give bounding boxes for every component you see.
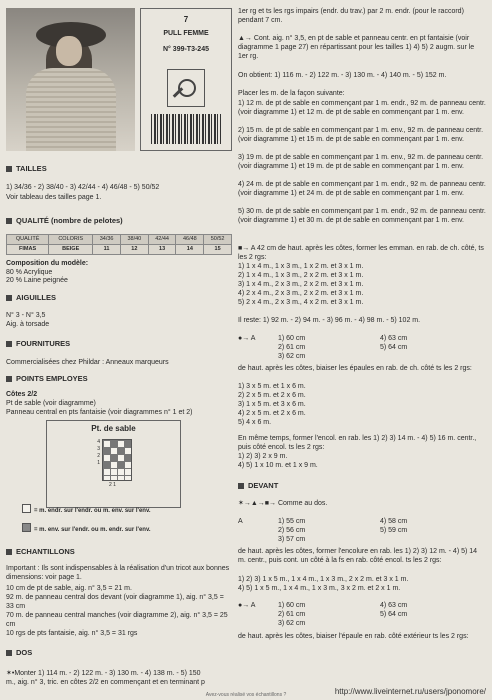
instruction-line: 5) 2 x 4 m., 2 x 3 m., 4 x 2 m. et 3 x 1 m. — [238, 299, 364, 306]
footer-text: Avez-vous réalisé vos échantillons ? — [205, 692, 287, 698]
watermark: http://www.liveinternet.ru/users/jponomore/ — [334, 687, 486, 696]
empty-square-icon — [22, 504, 31, 513]
measurement-block: A 1) 55 cm 2) 56 cm 3) 57 cm 4) 58 cm 5) 59 cm — [238, 518, 408, 543]
supplies-text: Commercialisées chez Phildar : Anneaux marqueurs — [6, 359, 169, 366]
legend-item: = m. endr. sur l'endr. ou m. env. sur l'env. — [22, 504, 151, 516]
instruction-paragraph: On obtient: 1) 116 m. - 2) 122 m. - 3) 130 m. - 4) 140 m. - 5) 152 m. — [238, 72, 447, 79]
instruction-paragraph: 2) 15 m. de pt de sable en commençant par 1 m. env., 92 m. de panneau centr. (voir diagramme 1) et 15 m. de pt de sable en commençant par 1 m. env. — [238, 127, 484, 143]
diagram-grid — [102, 439, 132, 481]
diagram-row-numbers: 4 3 2 1 — [97, 439, 100, 466]
section-heading-points: POINTS EMPLOYES — [6, 374, 88, 383]
composition-title: Composition du modèle: — [6, 260, 89, 267]
measurement-block: ●→ A 1) 60 cm 2) 61 cm 3) 62 cm 4) 63 cm 5) 64 cm — [238, 335, 408, 360]
section-heading-qualite: QUALITÉ (nombre de pelotes) — [6, 216, 123, 225]
instruction-line: 5) 4 x 6 m. — [238, 419, 272, 426]
instruction-line: 2) 2 x 5 m. et 2 x 6 m. — [238, 392, 306, 399]
pattern-number: 7 — [183, 15, 189, 24]
table-row: FIMAS BEIGE 11 12 13 14 15 — [7, 244, 232, 254]
model-photo — [6, 8, 135, 151]
gauge-line: 10 cm de pt de sable, aig. n° 3,5 = 21 m. — [6, 585, 132, 592]
gauge-line: 70 m. de panneau central manches (voir diagramme 2), aig. n° 3,5 = 25 cm — [6, 612, 228, 628]
pattern-ref: N° 399-T3-245 — [163, 45, 209, 53]
stitch-line: Côtes 2/2 — [6, 391, 38, 398]
stitch-line: Pt de sable (voir diagramme) — [6, 400, 96, 407]
left-column — [6, 8, 232, 698]
instruction-line: 4) 5) 1 x 5 m., 1 x 4 m., 1 x 3 m., 3 x 2 m. et 2 x 1 m. — [238, 585, 401, 592]
search-icon — [167, 69, 205, 107]
sizes-note: Voir tableau des tailles page 1. — [6, 194, 102, 201]
quality-table — [6, 234, 232, 255]
instruction-paragraph: de haut. après les côtes, biaiser l'épaule en rab. côté extérieur ts les 2 rgs: — [238, 633, 469, 640]
diagram-col-numbers: 2 1 — [109, 482, 116, 488]
pattern-name: PULL FEMME — [163, 30, 209, 37]
instruction-paragraph: ■→ A 42 cm de haut. après les côtes, former les emman. en rab. de ch. côté, ts les 2 rgs: — [238, 245, 484, 261]
section-heading-echantillons: ECHANTILLONS — [6, 547, 75, 556]
section-heading-devant: DEVANT — [238, 481, 278, 491]
instruction-line: 4) 2 x 4 m., 2 x 3 m., 2 x 2 m. et 3 x 1 m. — [238, 290, 364, 297]
diagram-title: Pt. de sable — [91, 424, 136, 433]
back-line: m., aig. n° 3, tric. en côtes 2/2 en commençant et en terminant p — [6, 679, 205, 686]
instruction-paragraph: 3) 19 m. de pt de sable en commençant par 1 m. env., 92 m. de panneau centr. (voir diagramme 1) et 19 m. de pt de sable en commençant par 1 m. env. — [238, 154, 484, 170]
filled-square-icon — [22, 523, 31, 532]
instruction-line: Il reste: 1) 92 m. - 2) 94 m. - 3) 96 m. - 4) 98 m. - 5) 102 m. — [238, 317, 421, 324]
instruction-line: ✶→▲→■→ Comme au dos. — [238, 500, 328, 507]
section-heading-tailles: TAILLES — [6, 164, 47, 173]
composition-line: 20 % Laine peignée — [6, 277, 68, 284]
instruction-line: 2) 1 x 4 m., 1 x 3 m., 2 x 2 m. et 3 x 1 m. — [238, 272, 364, 279]
gauge-important: Important : Ils sont indispensables à la réalisation d'un tricot aux bonnes dimensions: voir page 1. — [6, 565, 230, 581]
instruction-line: 1) 3 x 5 m. et 1 x 6 m. — [238, 383, 306, 390]
barcode — [151, 114, 221, 144]
legend-item: = m. env. sur l'endr. ou m. endr. sur l'env. — [22, 523, 151, 535]
instruction-line: 4) 2 x 5 m. et 2 x 6 m. — [238, 410, 306, 417]
back-line: ✶•Monter 1) 114 m. - 2) 122 m. - 3) 130 m. - 4) 138 m. - 5) 150 — [6, 670, 201, 677]
instruction-line: 4) 5) 1 x 10 m. et 1 x 9 m. — [238, 462, 318, 469]
gauge-line: 10 rgs de pts fantaisie, aig. n° 3,5 = 31 rgs — [6, 630, 138, 637]
section-heading-aiguilles: AIGUILLES — [6, 293, 56, 302]
needles-line: Aig. à torsade — [6, 321, 50, 328]
instruction-line: 3) 1 x 5 m. et 3 x 6 m. — [238, 401, 306, 408]
instruction-paragraph: 1) 12 m. de pt de sable en commençant par 1 m. endr., 92 m. de panneau centr. (voir diagramme 1) et 12 m. de pt de sable en commençant par 1 m. env. — [238, 100, 486, 116]
gauge-line: 92 m. de panneau central dos devant (voir diagramme 1), aig. n° 3,5 = 33 cm — [6, 594, 224, 610]
instruction-paragraph: de haut. après les côtes, biaiser les épaules en rab. de ch. côté ts les 2 rgs: — [238, 365, 472, 372]
right-column — [238, 8, 486, 698]
instruction-paragraph: En même temps, former l'encol. en rab. les 1) 2) 3) 14 m. - 4) 5) 16 m. centr., puis côté encol. ts les 2 rgs: — [238, 435, 477, 451]
section-heading-dos: DOS — [6, 648, 32, 657]
measurement-block: ●→ A 1) 60 cm 2) 61 cm 3) 62 cm 4) 63 cm 5) 64 cm — [238, 602, 408, 627]
instruction-line: 3) 1 x 4 m., 2 x 3 m., 2 x 2 m. et 3 x 1 m. — [238, 281, 364, 288]
sizes-line: 1) 34/36 - 2) 38/40 - 3) 42/44 - 4) 46/48 - 5) 50/52 — [6, 184, 160, 191]
seed-stitch-diagram — [46, 420, 181, 508]
instruction-paragraph: 5) 30 m. de pt de sable en commençant par 1 m. endr., 92 m. de panneau centr. (voir diagramme 1) et 30 m. de pt de sable en commençant par 1 m. env. — [238, 208, 486, 224]
pattern-info-box — [140, 8, 232, 151]
needles-line: N° 3 - N° 3,5 — [6, 312, 46, 319]
section-heading-fournitures: FOURNITURES — [6, 339, 70, 348]
instruction-paragraph: de haut. après les côtes, former l'encolure en rab. les 1) 2) 3) 12 m. - 4) 5) 14 m. centr., puis cont. un côté à la fs en rab. côté encol. ts les 2 rgs: — [238, 548, 478, 564]
composition-line: 80 % Acrylique — [6, 269, 53, 276]
instruction-paragraph: 1er rg et ts les rgs impairs (endr. du trav.) par 2 m. endr. (pour le raccord) pendant 7 cm. — [238, 8, 464, 24]
instruction-paragraph: Placer les m. de la façon suivante: — [238, 90, 345, 97]
instruction-paragraph: 4) 24 m. de pt de sable en commençant par 1 m. endr., 92 m. de panneau centr. (voir diagramme 1) et 24 m. de pt de sable en commençant par 1 m. env. — [238, 181, 486, 197]
instruction-line: 1) 1 x 4 m., 1 x 3 m., 1 x 2 m. et 3 x 1 m. — [238, 263, 364, 270]
instruction-paragraph: ▲→ Cont. aig. n° 3,5, en pt de sable et panneau centr. en pt fantaisie (voir diagramme 1 page 27) en répartissant pour les tailles 1) 4) 5) 2 augm. sur le 1er rg. — [238, 35, 475, 60]
instruction-line: 1) 2) 3) 2 x 9 m. — [238, 453, 288, 460]
stitch-line: Panneau central en pts fantaisie (voir diagrammes n° 1 et 2) — [6, 409, 193, 416]
instruction-line: 1) 2) 3) 1 x 5 m., 1 x 4 m., 1 x 3 m., 2 x 2 m. et 3 x 1 m. — [238, 576, 409, 583]
table-header-row: QUALITÉ COLORIS 34/36 38/40 42/44 46/48 50/52 — [7, 235, 232, 245]
